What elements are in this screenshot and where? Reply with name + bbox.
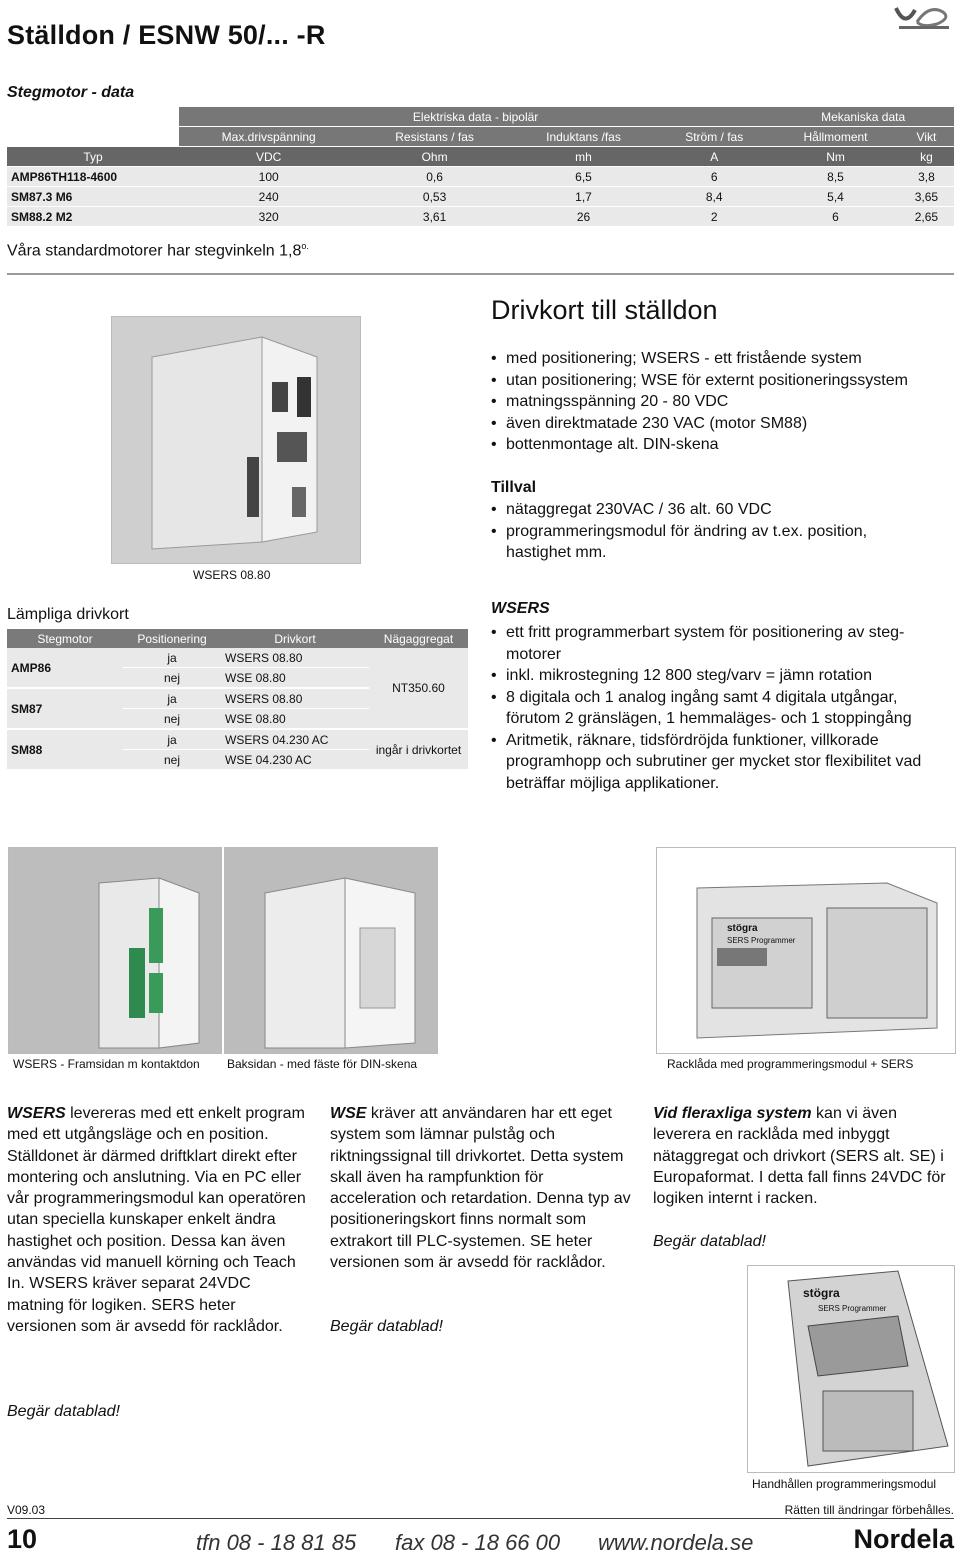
list-item: • nätaggregat 230VAC / 36 alt. 60 VDC bbox=[491, 499, 931, 521]
list-item: • Aritmetik, räknare, tidsfördröjda funktioner, villkorade programhopp och subrutiner ger mycket stor flexibilitet vad beträffar möjliga applikationer. bbox=[491, 730, 956, 795]
wsers-heading: WSERS bbox=[491, 600, 550, 617]
photo-caption: WSERS - Framsidan m kontaktdon bbox=[13, 1057, 200, 1071]
footer-divider bbox=[7, 1518, 954, 1519]
type-header: Typ bbox=[7, 147, 179, 167]
version: V09.03 bbox=[7, 1503, 46, 1517]
rack-label: SERS Programmer bbox=[727, 936, 796, 945]
wsers-bullets bbox=[491, 622, 956, 794]
unit-header: Ohm bbox=[358, 147, 510, 167]
handheld-brand: stögra bbox=[803, 1286, 840, 1300]
list-item: • bottenmontage alt. DIN-skena bbox=[491, 434, 956, 456]
list-item: • även direktmatade 230 VAC (motor SM88) bbox=[491, 413, 956, 435]
table-row: AMP86TH118-4600 100 0,6 6,5 6 8,5 3,8 bbox=[7, 167, 954, 187]
page-number: 10 bbox=[7, 1524, 38, 1554]
table-row: SM88 ja WSERS 04.230 AC ingår i drivkortet bbox=[7, 729, 468, 750]
unit-header: kg bbox=[899, 147, 954, 167]
col-header: Nägaggregat bbox=[369, 629, 468, 648]
table-row: SM87 ja WSERS 08.80 bbox=[7, 688, 468, 709]
photo-caption: Baksidan - med fäste för DIN-skena bbox=[227, 1057, 418, 1071]
col-header: Max.drivspänning bbox=[179, 127, 358, 147]
table-row: SM87.3 M6 240 0,53 1,7 8,4 5,4 3,65 bbox=[7, 187, 954, 207]
col-header: Hållmoment bbox=[772, 127, 899, 147]
brand-name: Nordela bbox=[853, 1524, 954, 1554]
phone-number: tfn 08 - 18 81 85 bbox=[196, 1530, 357, 1555]
table-row: nej WSE 08.80 bbox=[7, 668, 468, 689]
group-mechanical: Mekaniska data bbox=[772, 107, 954, 127]
col-header: Vikt bbox=[899, 127, 954, 147]
col-header: Positionering bbox=[123, 629, 221, 648]
wsers-back-photo bbox=[224, 847, 438, 1054]
list-item: • programmeringsmodul för ändring av t.ex. position, hastighet mm. bbox=[491, 521, 931, 564]
request-datasheet-link[interactable]: Begär datablad! bbox=[7, 1403, 120, 1420]
tillval-bullets bbox=[491, 499, 931, 564]
unit-header: A bbox=[656, 147, 772, 167]
photo-caption: Racklåda med programmeringsmodul + SERS bbox=[667, 1057, 914, 1071]
photo-caption: Handhållen programmeringsmodul bbox=[752, 1477, 937, 1491]
table-row: SM88.2 M2 320 3,61 26 2 6 2,65 bbox=[7, 207, 954, 227]
table-row: nej WSE 08.80 bbox=[7, 709, 468, 730]
fax-number: fax 08 - 18 66 00 bbox=[395, 1530, 561, 1555]
group-electrical: Elektriska data - bipolär bbox=[179, 107, 772, 127]
wsers-description: WSERS levereras med ett enkelt program med ett utgångsläge och en position. Ställdonet är därmed driftklart direkt efter montering och anslutning. Via en PC eller vår programmeringsmodul kan operatören utan speciella kunskaper enkelt ändra hastighet och position. Dessa kan även användas vid manuell körning och Teach In. WSERS kräver separat 24VDC matning för logiken. SERS heter versionen som är avsedd för racklådor. bbox=[7, 1105, 306, 1335]
col-header: Stegmotor bbox=[7, 629, 123, 648]
table-row: nej WSE 04.230 AC bbox=[7, 750, 468, 770]
rack-photo bbox=[656, 847, 956, 1054]
list-item: • utan positionering; WSE för externt positioneringssystem bbox=[491, 370, 956, 392]
list-item: • ett fritt programmerbart system för positionering av steg-motorer bbox=[491, 622, 956, 665]
list-item: • inkl. mikrostegning 12 800 steg/varv = jämn rotation bbox=[491, 665, 956, 687]
col-header: Ström / fas bbox=[656, 127, 772, 147]
col-header: Drivkort bbox=[221, 629, 369, 648]
drivkort-title: Drivkort till ställdon bbox=[491, 295, 718, 325]
request-datasheet-link[interactable]: Begär datablad! bbox=[653, 1233, 766, 1250]
table-row: AMP86 ja WSERS 08.80 NT350.60 bbox=[7, 648, 468, 668]
stegmotor-table bbox=[7, 107, 954, 227]
wsers-drive-photo bbox=[111, 316, 361, 564]
request-datasheet-link[interactable]: Begär datablad! bbox=[330, 1318, 443, 1335]
col-header: Resistans / fas bbox=[358, 127, 510, 147]
handheld-label: SERS Programmer bbox=[818, 1304, 887, 1313]
wse-description: WSE kräver att användaren har ett eget system som lämnar pulståg och riktningssignal till drivkortet. Detta system skall även ha rampfunktion för acceleration och retardation. Denna typ av positioneringskort finns normalt som extrakort till PLC-systemen. SE heter versionen som är avsedd för racklådor. bbox=[330, 1105, 631, 1272]
list-item: • matningsspänning 20 - 80 VDC bbox=[491, 391, 956, 413]
list-item: • med positionering; WSERS - ett fristående system bbox=[491, 348, 956, 370]
unit-header: Nm bbox=[772, 147, 899, 167]
unit-header: VDC bbox=[179, 147, 358, 167]
rights-note: Rätten till ändringar förbehålles. bbox=[784, 1503, 954, 1517]
lampliga-heading: Lämpliga drivkort bbox=[7, 606, 129, 623]
page-title: Ställdon / ESNW 50/... -R bbox=[7, 20, 326, 50]
col-header: Induktans /fas bbox=[511, 127, 656, 147]
drivkort-bullets bbox=[491, 348, 956, 456]
company-logo bbox=[893, 2, 955, 32]
website-link[interactable]: www.nordela.se bbox=[598, 1530, 754, 1555]
wsers-front-photo bbox=[8, 847, 222, 1054]
stepangle-note: Våra standardmotorer har stegvinkeln $1,8^{o.}$ bbox=[7, 241, 309, 260]
unit-header: mh bbox=[511, 147, 656, 167]
divider bbox=[7, 273, 954, 275]
tillval-heading: Tillval bbox=[491, 479, 537, 496]
handheld-programmer-photo bbox=[747, 1265, 955, 1473]
list-item: • 8 digitala och 1 analog ingång samt 4 digitala utgångar, förutom 2 gränslägen, 1 hemmaläges- och 1 stoppingång bbox=[491, 687, 956, 730]
rack-description: Vid fleraxliga system kan vi även leverera en racklåda med inbyggt nätaggregat och drivkort (SERS alt. SE) i Europaformat. I detta fall finns 24VDC för logiken internt i racken. bbox=[653, 1105, 946, 1208]
drivkort-table bbox=[7, 629, 468, 769]
stegmotor-heading: Stegmotor - data bbox=[7, 84, 135, 101]
rack-brand: stögra bbox=[727, 923, 758, 934]
drive-photo-caption: WSERS 08.80 bbox=[193, 568, 271, 582]
